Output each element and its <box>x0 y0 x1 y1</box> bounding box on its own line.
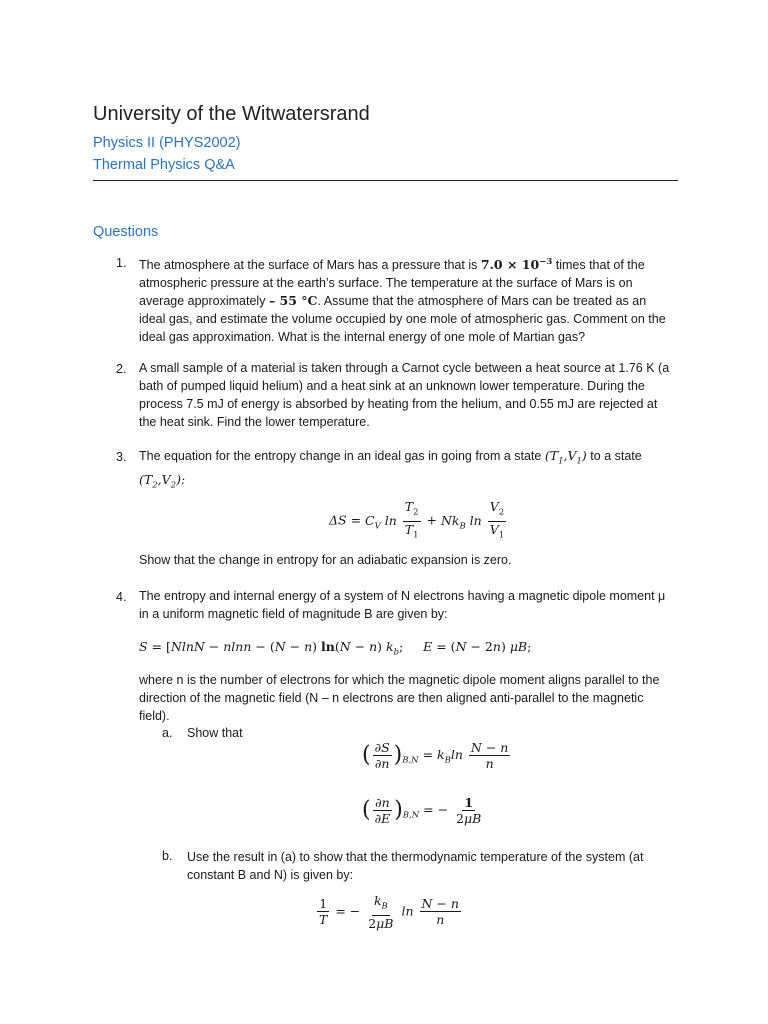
question-3-followup: Show that the change in entropy for an adiabatic expansion is zero. <box>139 553 512 567</box>
entropy-energy-equation: S = [NlnN − nlnn − (N − n) ln(N − n) $k_b$; E = (N − 2n) μB; <box>139 639 532 658</box>
question-1-number: 1. <box>116 256 127 270</box>
q3-text-b: to a state <box>590 449 642 463</box>
q1-value-mantissa: 7.0 <box>480 257 503 273</box>
q1-text-c: . Assume that the atmosphere of Mars can be treated as an ideal gas, and estimate the volume occupied by one mole of atmospheric gas. Comment on the ideal gas approximation. What is the internal energy of one mole of Martian gas? <box>139 294 666 345</box>
university-title: University of the Witwatersrand <box>93 103 370 125</box>
question-2-text: A small sample of a material is taken through a Carnot cycle between a heat source at 1.76 K (a bath of pumped liquid helium) and a heat sink at an unknown lower temperature. During the process 7.5 mJ of energy is absorbed by heating from the helium, and 0.55 mJ are rejected at the heat sink. Find the lower temperature. <box>139 361 670 429</box>
question-2-number: 2. <box>116 362 127 376</box>
derivative-equation-1: ( $\frac{\partial S}{\partial n}$ )$_{B,N} = k_B\ln$ $\frac{N - n}{n}$ <box>362 740 509 771</box>
header-divider <box>93 180 678 181</box>
course-code: Physics II (PHYS2002) <box>93 135 241 151</box>
document-subtitle: Thermal Physics Q&A <box>93 157 235 173</box>
question-4-text: The entropy and internal energy of a system of N electrons having a magnetic dipole moment μ in a uniform magnetic field of magnitude B are given by: <box>139 589 666 621</box>
part-a-text: Show that <box>187 726 243 740</box>
q3-state-2: $(T_2,V_2)$: <box>139 471 186 490</box>
q1-value-times: × <box>502 257 522 273</box>
q1-text-a: The atmosphere at the surface of Mars has a pressure that is <box>139 258 478 273</box>
question-4-number: 4. <box>116 590 127 604</box>
entropy-change-equation: $\Delta S = C_V$ ln $\frac{T_2}{T_1}$ + $Nk_B$ ln $\frac{V_2}{V_1}$ <box>329 499 505 540</box>
q3-text-a: The equation for the entropy change in an ideal gas in going from a state <box>139 449 542 463</box>
q3-state-1: $(T_1,V_1)$ <box>544 448 587 467</box>
q1-temperature: – 55 °C <box>268 293 318 309</box>
questions-heading: Questions <box>93 224 159 240</box>
q1-pressure-value <box>481 257 552 272</box>
temperature-equation: $\frac{1}{T}$ = − $\frac{k_B}{2\mu B}$ ln $\frac{N - n}{n}$ <box>319 893 459 931</box>
derivative-equation-2: ( $\frac{\partial n}{\partial E}$ )$_{B,N}$ = − $\frac{1}{2\mu B}$ <box>362 795 482 826</box>
question-3-number: 3. <box>116 450 127 464</box>
q1-value-base: 10 <box>521 257 540 273</box>
part-b-text: Use the result in (a) to show that the thermodynamic temperature of the system (at constant B and N) is given by: <box>187 850 644 882</box>
question-4-explanation: where n is the number of electrons for which the magnetic dipole moment aligns parallel to the direction of the magnetic field (N – n electrons are then aligned anti-parallel to the magnetic field). <box>139 673 660 723</box>
question-1-text <box>139 253 674 346</box>
q1-text-b: times that of the atmospheric pressure at the earth’s surface. The temperature at the surface of Mars is on average approximately <box>139 258 645 309</box>
part-b-label: b. <box>162 849 173 863</box>
q1-value-exponent: −3 <box>539 257 553 267</box>
part-a-label: a. <box>162 726 173 740</box>
question-3-text <box>139 447 674 494</box>
